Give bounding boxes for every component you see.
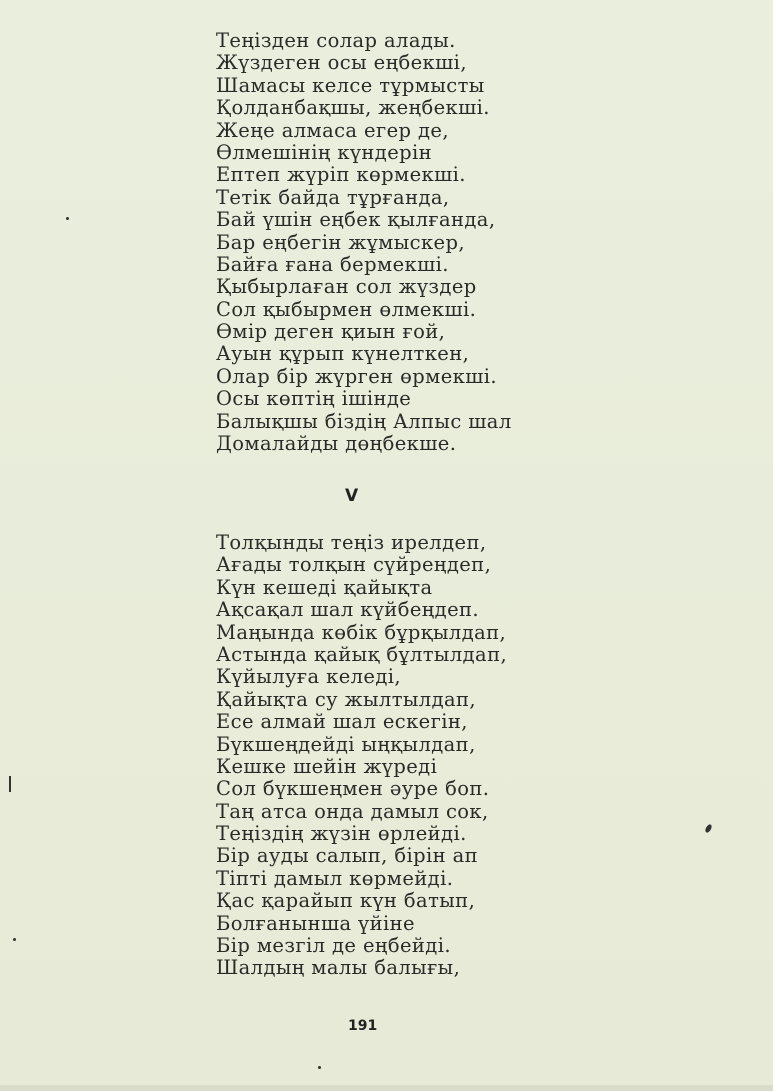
poem-line: Жеңе алмаса егер де, <box>216 118 449 142</box>
poem-line: Бай үшін еңбек қылғанда, <box>216 208 496 232</box>
ink-speck <box>66 217 69 220</box>
poem-line: Ауын құрып күнелткен, <box>216 342 470 366</box>
ink-speck <box>318 1066 321 1069</box>
poem-line: Қайықта су жылтылдап, <box>216 687 477 711</box>
poem-line: Бүкшеңдейді ыңқылдап, <box>216 732 476 756</box>
poem-line: Маңында көбік бұрқылдап, <box>216 620 507 644</box>
page-edge <box>0 1085 773 1091</box>
poem-stanza-2 <box>216 532 507 980</box>
poem-line: Қолданбақшы, жеңбекші. <box>216 96 490 120</box>
poem-line: Толқынды теңіз ирелдеп, <box>216 531 487 554</box>
poem-line: Балықшы біздің Алпыс шал <box>216 409 512 433</box>
poem-line: Болғанынша үйіне <box>216 911 415 935</box>
poem-line: Өлмешінің күндерін <box>216 140 433 164</box>
section-number: V <box>345 486 359 506</box>
poem-line: Қыбырлаған сол жүздер <box>216 275 477 299</box>
page-number: 191 <box>348 1018 378 1034</box>
margin-mark <box>9 776 11 792</box>
poem-line: Шамасы келсе тұрмысты <box>216 73 485 97</box>
poem-line: Ақсақал шал күйбеңдеп. <box>216 598 480 622</box>
ink-speck <box>704 823 713 833</box>
poem-line: Тетік байда тұрғанда, <box>216 185 450 209</box>
ink-speck <box>13 938 16 941</box>
poem-line: Байға ғана бермекші. <box>216 252 449 276</box>
poem-line: Ағады толқын сүйреңдеп, <box>216 553 492 577</box>
poem-line: Кешке шейін жүреді <box>216 754 438 778</box>
poem-line: Таң атса онда дамыл сок, <box>216 799 489 823</box>
poem-line: Есе алмай шал ескегін, <box>216 710 468 734</box>
poem-line: Бір ауды салып, бірін ап <box>216 844 479 868</box>
poem-stanza-1 <box>216 30 512 455</box>
poem-line: Ептеп жүріп көрмекші. <box>216 163 466 187</box>
poem-line: Домалайды дөңбекше. <box>216 432 457 456</box>
poem-line: Өмір деген қиын ғой, <box>216 320 446 344</box>
poem-line: Астында қайық бұлтылдап, <box>216 642 508 666</box>
poem-line: Сол қыбырмен өлмекші. <box>216 297 477 321</box>
poem-line: Тіпті дамыл көрмейді. <box>216 866 454 890</box>
poem-line: Күн кешеді қайықта <box>216 575 433 599</box>
poem-line: Бар еңбегін жұмыскер, <box>216 230 465 254</box>
poem-line: Шалдың малы балығы, <box>216 956 461 980</box>
poem-line: Сол бүкшеңмен әуре боп. <box>216 777 490 801</box>
poem-line: Теңізден солар алады. <box>216 29 456 52</box>
poem-line: Теңіздің жүзін өрлейді. <box>216 822 467 846</box>
poem-line: Күйылуға келеді, <box>216 665 402 689</box>
poem-line: Олар бір жүрген өрмекші. <box>216 364 498 388</box>
poem-line: Бір мезгіл де еңбейді. <box>216 934 451 958</box>
poem-line: Жүздеген осы еңбекші, <box>216 51 467 75</box>
poem-line: Осы көптің ішінде <box>216 387 412 411</box>
poem-line: Қас қарайып күн батып, <box>216 889 476 913</box>
